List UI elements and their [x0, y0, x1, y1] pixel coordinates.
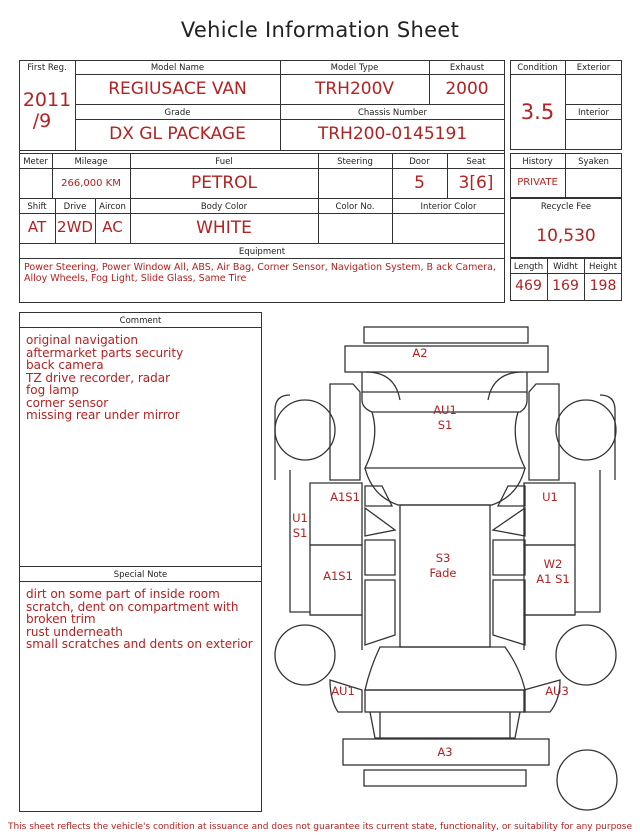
mileage-label: Mileage [74, 157, 108, 167]
shift-value: AT [27, 218, 47, 236]
first-reg-label: First Reg. [27, 63, 67, 73]
aircon-value: AC [102, 218, 123, 236]
interior-color-label: Interior Color [420, 202, 477, 212]
damage-left-rear: AU1 [331, 684, 355, 698]
first-reg-month: /9 [32, 110, 52, 132]
model-type-value: TRH200V [314, 79, 395, 99]
length-label: Length [513, 262, 544, 272]
damage-front: A2 [412, 346, 428, 360]
comment-line: back camera [26, 358, 104, 372]
shift-label: Shift [27, 202, 47, 212]
damage-left-front: A1S1 [330, 490, 360, 504]
damage-rear: A3 [437, 745, 453, 759]
damage-left-pillar: U1 S1 [292, 511, 308, 540]
body-color-label: Body Color [200, 202, 248, 212]
color-no-label: Color No. [335, 202, 375, 212]
chassis-number-value: TRH200-0145191 [317, 124, 468, 144]
comment-line: aftermarket parts security [26, 345, 184, 360]
seat-label: Seat [466, 157, 486, 167]
height-label: Height [588, 262, 618, 272]
drive-value: 2WD [57, 218, 93, 236]
door-label: Door [409, 157, 430, 167]
exterior-label: Exterior [576, 63, 611, 73]
model-name-label: Model Name [150, 63, 205, 73]
history-label: History [522, 157, 553, 167]
exhaust-value: 2000 [445, 79, 489, 99]
damage-right-front: U1 [542, 490, 558, 504]
special-note-line: broken trim [26, 612, 96, 626]
damage-left-rear-door: A1S1 [323, 569, 353, 583]
damage-right-rear: AU3 [545, 684, 569, 698]
grade-label: Grade [164, 108, 191, 118]
length-value: 469 [515, 278, 542, 294]
body-color-value: WHITE [196, 218, 252, 238]
special-note-line: rust underneath [26, 624, 123, 639]
meter-label: Meter [23, 157, 48, 167]
damage-right-rear-door: W2 A1 S1 [536, 557, 570, 586]
chassis-number-label: Chassis Number [357, 108, 428, 118]
seat-value: 3[6] [458, 173, 494, 193]
page-title: Vehicle Information Sheet [180, 18, 460, 42]
width-label: Widht [553, 262, 578, 272]
special-note-line: small scratches and dents on exterior [26, 637, 253, 651]
condition-label: Condition [517, 63, 558, 73]
drive-label: Drive [63, 202, 87, 212]
width-value: 169 [552, 278, 579, 294]
model-type-label: Model Type [330, 63, 379, 73]
comment-line: fog lamp [26, 383, 79, 397]
steering-label: Steering [337, 157, 373, 167]
mileage-value: 266,000 KM [61, 178, 121, 189]
condition-value: 3.5 [520, 100, 555, 124]
comment-line: missing rear under mirror [26, 408, 180, 422]
recycle-fee-label: Recycle Fee [540, 202, 592, 212]
fuel-label: Fuel [215, 157, 233, 167]
recycle-fee-value: 10,530 [536, 226, 596, 246]
special-note-label: Special Note [113, 570, 168, 580]
damage-roof: S3 Fade [429, 551, 457, 580]
equipment-label: Equipment [238, 247, 286, 257]
door-value: 5 [414, 173, 425, 193]
grade-value: DX GL PACKAGE [109, 124, 246, 144]
special-note-line: dirt on some part of inside room [26, 587, 220, 601]
comment-line: corner sensor [26, 395, 109, 410]
fuel-value: PETROL [190, 173, 258, 193]
first-reg-year: 2011 [22, 89, 72, 111]
exhaust-label: Exhaust [449, 63, 485, 73]
height-value: 198 [589, 278, 617, 294]
aircon-label: Aircon [99, 202, 126, 212]
syaken-label: Syaken [578, 157, 609, 167]
model-name-value: REGIUSACE VAN [108, 79, 247, 99]
disclaimer-footer: This sheet reflects the vehicle's condition at issuance and does not guarantee its current state, functionality, or suitability for any purpose [7, 822, 633, 832]
special-note-line: scratch, dent on compartment with [26, 599, 239, 614]
comment-line: TZ drive recorder, radar [26, 370, 171, 385]
equipment-text: Power Steering, Power Window All, ABS, Air Bag, Corner Sensor, Navigation System, B ack Camera, Alloy Wheels, Fog Light, Slide Glass, Same Tire [24, 262, 496, 284]
comment-line: original navigation [26, 333, 139, 347]
comment-label: Comment [119, 316, 162, 326]
history-value: PRIVATE [517, 177, 558, 188]
damage-hood: AU1 S1 [433, 403, 457, 432]
interior-label: Interior [577, 108, 609, 118]
